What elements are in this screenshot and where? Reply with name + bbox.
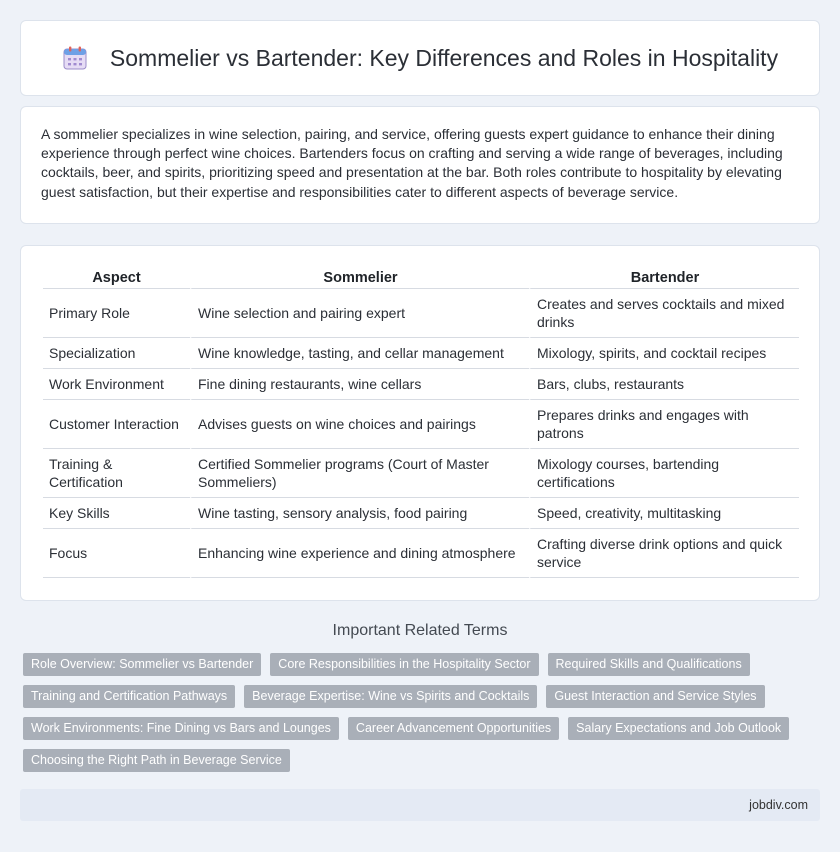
comparison-table — [43, 264, 799, 578]
related-term-tag[interactable]: Career Advancement Opportunities — [348, 717, 559, 740]
table-row — [43, 338, 799, 369]
table-row — [43, 498, 799, 529]
table-row — [43, 529, 799, 578]
page-title: Sommelier vs Bartender: Key Differences and Roles in Hospitality — [109, 44, 779, 71]
table-cell: Bars, clubs, restaurants — [529, 369, 799, 400]
related-term-tag[interactable]: Work Environments: Fine Dining vs Bars and Lounges — [23, 717, 339, 740]
related-term-tag[interactable]: Training and Certification Pathways — [23, 685, 235, 708]
table-cell: Crafting diverse drink options and quick service — [529, 529, 799, 578]
footer — [20, 789, 820, 821]
table-row — [43, 289, 799, 338]
related-term-tag[interactable]: Guest Interaction and Service Styles — [546, 685, 764, 708]
intro-paragraph: A sommelier specializes in wine selection, pairing, and service, offering guests expert guidance to enhance their dining experience through perfect wine choices. Bartenders focus on crafting and serving a wide range of beverages, including cocktails, beer, and spirits, prioritizing speed and presentation at the bar. Both roles contribute to hospitality by elevating guest satisfaction, but their expertise and responsibilities cater to different aspects of beverage service. — [41, 126, 783, 200]
table-cell: Primary Role — [43, 289, 190, 338]
table-row — [43, 449, 799, 498]
table-cell: Creates and serves cocktails and mixed drinks — [529, 289, 799, 338]
column-header-sommelier: Sommelier — [190, 264, 529, 289]
related-terms-list — [23, 653, 813, 772]
footer-site-link[interactable]: jobdiv.com — [749, 798, 808, 812]
table-cell: Work Environment — [43, 369, 190, 400]
table-cell: Speed, creativity, multitasking — [529, 498, 799, 529]
related-terms-heading: Important Related Terms — [332, 622, 508, 639]
table-cell: Customer Interaction — [43, 400, 190, 449]
table-cell: Focus — [43, 529, 190, 578]
related-term-tag[interactable]: Role Overview: Sommelier vs Bartender — [23, 653, 261, 676]
table-header-row — [43, 264, 799, 289]
table-cell: Fine dining restaurants, wine cellars — [190, 369, 529, 400]
intro-card — [20, 106, 820, 224]
table-cell: Wine selection and pairing expert — [190, 289, 529, 338]
table-cell: Wine knowledge, tasting, and cellar management — [190, 338, 529, 369]
related-term-tag[interactable]: Required Skills and Qualifications — [548, 653, 750, 676]
table-cell: Advises guests on wine choices and pairings — [190, 400, 529, 449]
related-term-tag[interactable]: Salary Expectations and Job Outlook — [568, 717, 789, 740]
header-card — [20, 20, 820, 96]
table-cell: Training & Certification — [43, 449, 190, 498]
table-cell: Enhancing wine experience and dining atmosphere — [190, 529, 529, 578]
calendar-icon — [62, 45, 88, 71]
related-term-tag[interactable]: Choosing the Right Path in Beverage Service — [23, 749, 290, 772]
table-cell: Wine tasting, sensory analysis, food pairing — [190, 498, 529, 529]
table-cell: Key Skills — [43, 498, 190, 529]
column-header-bartender: Bartender — [529, 264, 799, 289]
column-header-aspect: Aspect — [43, 264, 190, 289]
table-row — [43, 400, 799, 449]
table-row — [43, 369, 799, 400]
table-cell: Prepares drinks and engages with patrons — [529, 400, 799, 449]
table-cell: Specialization — [43, 338, 190, 369]
table-cell: Mixology, spirits, and cocktail recipes — [529, 338, 799, 369]
table-cell: Certified Sommelier programs (Court of Master Sommeliers) — [190, 449, 529, 498]
related-term-tag[interactable]: Core Responsibilities in the Hospitality Sector — [270, 653, 538, 676]
table-cell: Mixology courses, bartending certifications — [529, 449, 799, 498]
related-term-tag[interactable]: Beverage Expertise: Wine vs Spirits and Cocktails — [244, 685, 537, 708]
comparison-table-card — [20, 245, 820, 601]
